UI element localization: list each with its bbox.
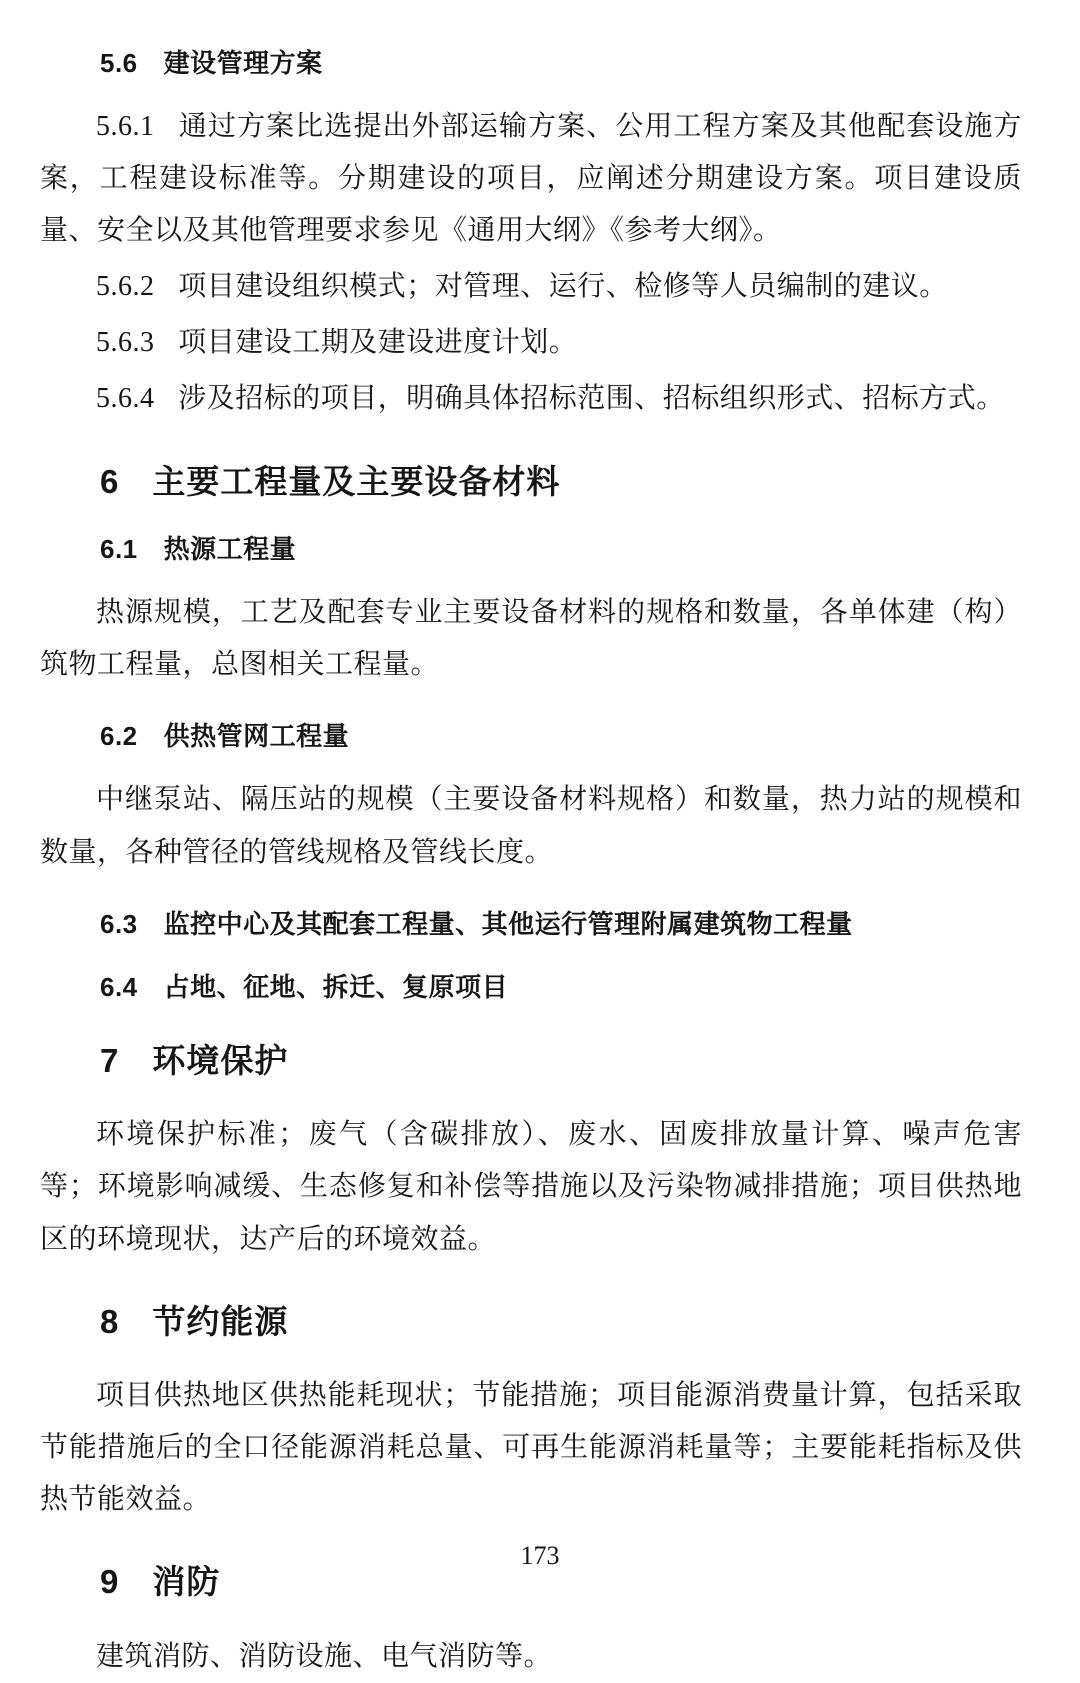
chapter-number: 7 — [100, 1041, 120, 1079]
chapter-title: 节约能源 — [152, 1302, 289, 1340]
clause-text: 中继泵站、隔压站的规模（主要设备材料规格）和数量，热力站的规模和数量，各种管径的管线规格及管线长度。 — [40, 784, 1022, 868]
clause-text: 热源规模，工艺及配套专业主要设备材料的规格和数量，各单体建（构）筑物工程量，总图相关工程量。 — [40, 597, 1022, 681]
chapter-number: 6 — [100, 462, 120, 500]
section-title: 占地、征地、拆迁、复原项目 — [163, 971, 509, 1002]
chapter-heading-6 — [40, 460, 1022, 505]
paragraph-5-6-1 — [40, 101, 1022, 257]
section-heading-6-3 — [40, 907, 1022, 942]
section-number: 6.2 — [100, 721, 138, 752]
chapter-heading-7 — [40, 1039, 1022, 1084]
chapter-heading-8 — [40, 1300, 1022, 1345]
section-number: 6.4 — [100, 971, 138, 1002]
section-number: 6.3 — [100, 908, 138, 939]
paragraph-7-body — [40, 1109, 1022, 1265]
clause-number: 5.6.2 — [96, 271, 155, 303]
section-number: 6.1 — [100, 534, 138, 565]
clause-number: 5.6.1 — [96, 111, 155, 143]
section-heading-6-4 — [40, 970, 1022, 1005]
section-number: 5.6 — [100, 48, 138, 78]
clause-text: 项目建设组织模式；对管理、运行、检修等人员编制的建议。 — [178, 271, 948, 303]
page-number: 173 — [520, 1541, 560, 1570]
clause-text: 建筑消防、消防设施、电气消防等。 — [96, 1640, 553, 1672]
clause-text: 项目供热地区供热能耗现状；节能措施；项目能源消费量计算，包括采取节能措施后的全口径能源消耗总量、可再生能源消耗量等；主要能耗指标及供热节能效益。 — [40, 1380, 1022, 1516]
clause-text: 项目建设工期及建设进度计划。 — [178, 327, 578, 359]
section-title: 供热管网工程量 — [163, 721, 350, 752]
paragraph-9-body — [40, 1631, 1022, 1683]
chapter-number: 9 — [100, 1563, 120, 1601]
section-title: 建设管理方案 — [163, 48, 323, 78]
clause-text: 涉及招标的项目，明确具体招标范围、招标组织形式、招标方式。 — [178, 383, 1005, 415]
clause-text: 环境保护标准；废气（含碳排放）、废水、固废排放量计算、噪声危害等；环境影响减缓、生态修复和补偿等措施以及污染物减排措施；项目供热地区的环境现状，达产后的环境效益。 — [40, 1119, 1022, 1255]
clause-number: 5.6.4 — [96, 383, 155, 415]
section-heading-6-2 — [40, 719, 1022, 754]
section-title: 监控中心及其配套工程量、其他运行管理附属建筑物工程量 — [163, 908, 853, 939]
paragraph-5-6-3 — [40, 317, 1022, 369]
section-heading-6-1 — [40, 532, 1022, 567]
paragraph-8-body — [40, 1370, 1022, 1526]
paragraph-5-6-2 — [40, 261, 1022, 313]
chapter-title: 环境保护 — [152, 1041, 289, 1079]
paragraph-6-1-body — [40, 587, 1022, 691]
chapter-number: 8 — [100, 1302, 120, 1340]
chapter-title: 消防 — [152, 1563, 221, 1601]
clause-number: 5.6.3 — [96, 327, 155, 359]
clause-text: 通过方案比选提出外部运输方案、公用工程方案及其他配套设施方案，工程建设标准等。分期建设的项目，应阐述分期建设方案。项目建设质量、安全以及其他管理要求参见《通用大纲》《参考大纲》。 — [40, 111, 1022, 247]
chapter-title: 主要工程量及主要设备材料 — [152, 462, 561, 500]
section-title: 热源工程量 — [163, 534, 297, 565]
paragraph-5-6-4 — [40, 373, 1022, 425]
section-heading-5-6 — [40, 46, 1022, 81]
paragraph-6-2-body — [40, 774, 1022, 878]
